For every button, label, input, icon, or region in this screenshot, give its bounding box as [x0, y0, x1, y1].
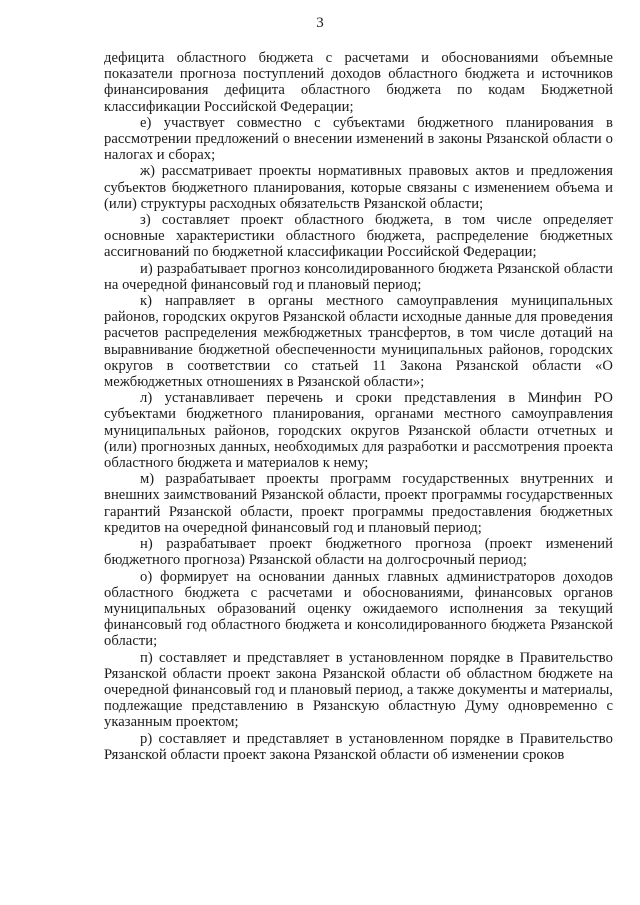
- paragraph-item-zh: ж) рассматривает проекты нормативных правовых актов и предложения субъектов бюджетного планирования, которые связаны с изменением объема и (или) структуры расходных обязательств Рязанской области;: [104, 163, 613, 212]
- paragraph-item-i: и) разрабатывает прогноз консолидированного бюджета Рязанской области на очередной финансовый год и плановый период;: [104, 260, 613, 293]
- paragraph-continuation: дефицита областного бюджета с расчетами и обоснованиями объемные показатели прогноза поступлений доходов областного бюджета и источников финансирования дефицита областного бюджета по кодам Бюджетной классификации Российской Федерации;: [104, 50, 613, 115]
- paragraph-item-k: к) направляет в органы местного самоуправления муниципальных районов, городских округов Рязанской области исходные данные для проведения расчетов распределения межбюджетных трансфертов, в том числе дотаций на выравнивание бюджетной обеспеченности муниципальных районов, городских округов в соответствии со статьей 11 Закона Рязанской области «О межбюджетных отношениях в Рязанской области»;: [104, 293, 613, 391]
- paragraph-item-o: о) формирует на основании данных главных администраторов доходов областного бюджета с расчетами и обоснованиями, финансовых органов муниципальных образований оценку ожидаемого исполнения за текущий финансовый год областного бюджета и консолидированного бюджета Рязанской области;: [104, 568, 613, 650]
- paragraph-item-p: п) составляет и представляет в установленном порядке в Правительство Рязанской области проект закона Рязанской области об областном бюджете на очередной финансовый год и плановый период, а также документы и материалы, подлежащие представлению в Рязанскую областную Думу одновременно с указанным проектом;: [104, 649, 613, 731]
- paragraph-item-e: е) участвует совместно с субъектами бюджетного планирования в рассмотрении предложений о внесении изменений в законы Рязанской области о налогах и сборах;: [104, 114, 613, 164]
- paragraph-item-z: з) составляет проект областного бюджета, в том числе определяет основные характеристики областного бюджета, распределение бюджетных ассигнований по бюджетной классификации Российской Федерации;: [104, 212, 613, 261]
- paragraph-item-m: м) разрабатывает проекты программ государственных внутренних и внешних заимствований Рязанской области, проект программы государственных гарантий Рязанской области, проект программы предоставления бюджетных кредитов на очередной финансовый год и плановый период;: [104, 471, 613, 536]
- page-number: 3: [316, 15, 324, 31]
- paragraph-item-l: л) устанавливает перечень и сроки представления в Минфин РО субъектами бюджетного планирования, органами местного самоуправления муниципальных районов, городских округов Рязанской области отчетных и (или) прогнозных данных, необходимых для разработки и рассмотрения проекта областного бюджета и материалов к нему;: [104, 390, 613, 472]
- paragraph-item-r: р) составляет и представляет в установленном порядке в Правительство Рязанской области проект закона Рязанской области об изменении сроков: [104, 730, 613, 763]
- document-body: [104, 50, 613, 763]
- paragraph-item-n: н) разрабатывает проект бюджетного прогноза (проект изменений бюджетного прогноза) Рязанской области на долгосрочный период;: [104, 536, 613, 569]
